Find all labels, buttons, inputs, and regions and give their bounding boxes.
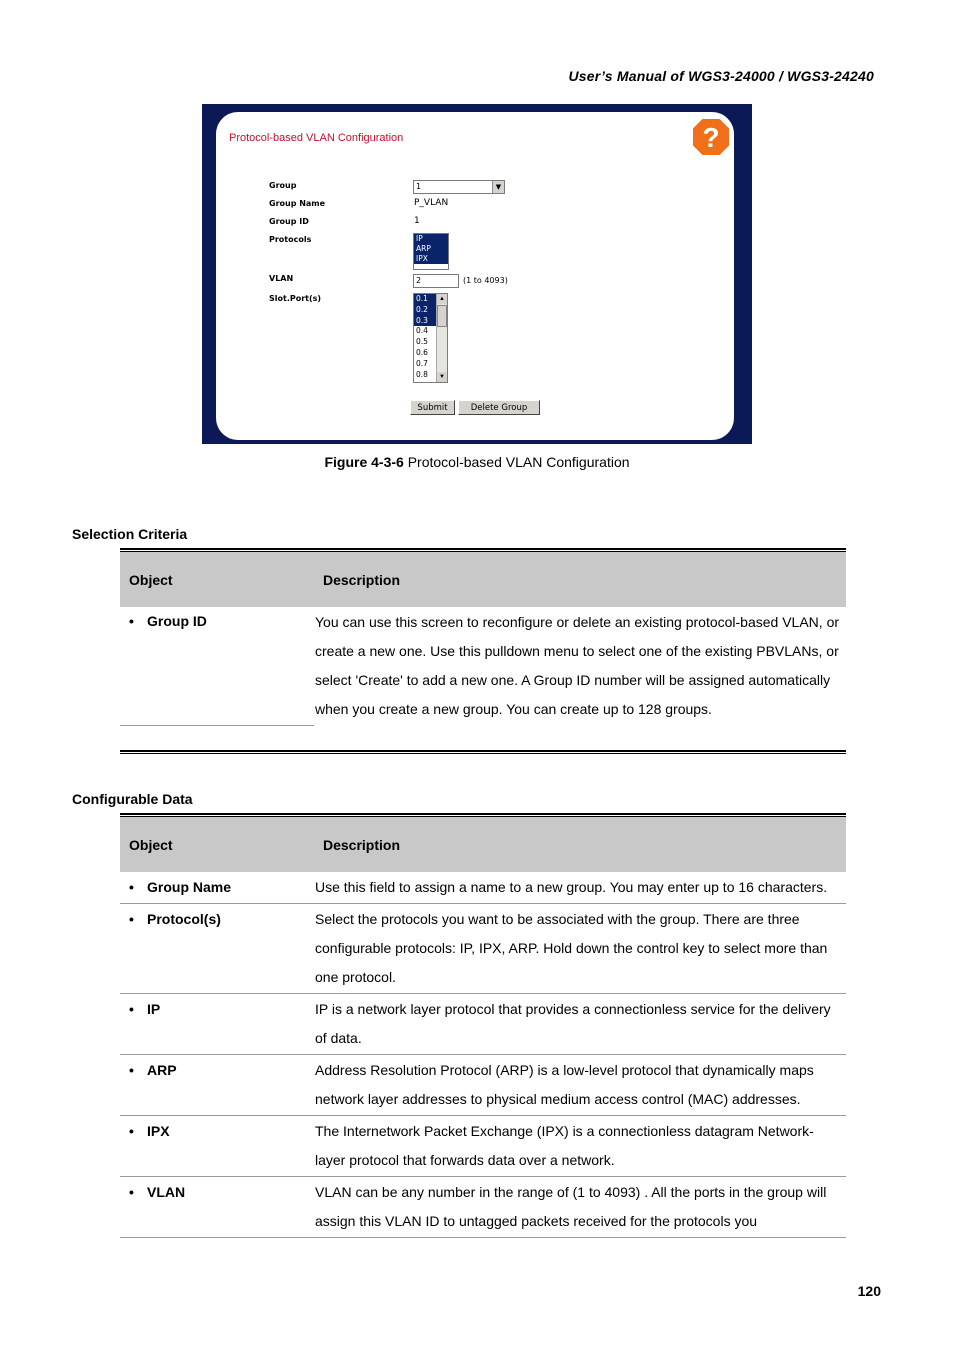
table-row — [120, 1055, 846, 1116]
column-header-description: Description — [314, 817, 846, 872]
vlan-range-hint: (1 to 4093) — [463, 276, 508, 285]
bullet-icon: • — [129, 1184, 134, 1200]
object-name: Group Name — [147, 879, 232, 895]
figure-screenshot — [202, 104, 752, 444]
bullet-icon: • — [129, 879, 134, 895]
column-header-object: Object — [120, 552, 314, 607]
bullet-icon: • — [129, 1001, 134, 1017]
label-protocols: Protocols — [269, 235, 312, 244]
protocols-listbox[interactable] — [413, 233, 449, 270]
page-number: 120 — [857, 1283, 881, 1299]
label-vlan: VLAN — [269, 274, 294, 283]
port-option[interactable]: 0.1 — [414, 294, 436, 305]
ports-scrollbar[interactable] — [436, 294, 447, 382]
port-option[interactable]: 0.8 — [416, 369, 428, 379]
running-header: User’s Manual of WGS3-24000 / WGS3-24240 — [568, 68, 874, 84]
bullet-icon: • — [129, 1062, 134, 1078]
object-description: Use this field to assign a name to a new group. You may enter up to 16 characters. — [314, 872, 846, 904]
object-description: VLAN can be any number in the range of (1 to 4093) . All the ports in the group will assign this VLAN ID to untagged packets received for the protocols you — [314, 1177, 846, 1238]
object-description: The Internetwork Packet Exchange (IPX) is a connectionless datagram Network-layer protocol that forwards data over a network. — [314, 1116, 846, 1177]
object-description: Select the protocols you want to be associated with the group. There are three configurable protocols: IP, IPX, ARP. Hold down the control key to select more than one protocol. — [314, 904, 846, 994]
column-header-description: Description — [314, 552, 846, 607]
delete-group-button[interactable]: Delete Group — [458, 400, 540, 415]
selection-criteria-table — [120, 552, 846, 726]
table-row — [120, 607, 846, 725]
object-name: Protocol(s) — [147, 911, 221, 927]
vlan-input-value: 2 — [416, 276, 422, 285]
object-description: IP is a network layer protocol that provides a connectionless service for the delivery of data. — [314, 994, 846, 1055]
label-group: Group — [269, 181, 297, 190]
port-option[interactable]: 0.2 — [414, 305, 436, 316]
configurable-data-table — [120, 817, 846, 1238]
bullet-icon: • — [129, 613, 134, 629]
figure-caption-label: Figure 4-3-6 — [324, 454, 404, 470]
table-row — [120, 994, 846, 1055]
scroll-up-icon[interactable]: ▲ — [437, 294, 447, 304]
protocol-option[interactable]: IPX — [414, 254, 448, 264]
group-id-value: 1 — [414, 216, 420, 226]
object-description: You can use this screen to reconfigure or delete an existing protocol-based VLAN, or create a new one. Use this pulldown menu to select one of the existing PBVLANs, or select 'Create' to add a new one. A Group ID number will be assigned automatically when you create a new group. You can create up to 128 groups. — [315, 614, 840, 717]
question-mark-octagon-icon[interactable] — [690, 116, 732, 158]
figure-caption-text: Protocol-based VLAN Configuration — [403, 454, 630, 470]
table-row — [120, 1177, 846, 1238]
object-name: Group ID — [147, 613, 207, 629]
chevron-down-icon[interactable]: ▼ — [492, 181, 504, 193]
label-group-name: Group Name — [269, 199, 326, 208]
section-heading-selection-criteria: Selection Criteria — [72, 526, 188, 542]
column-header-object: Object — [120, 817, 314, 872]
scroll-down-icon[interactable]: ▼ — [437, 372, 447, 382]
object-name: ARP — [147, 1062, 177, 1078]
group-select[interactable] — [413, 180, 505, 194]
port-option[interactable]: 0.4 — [416, 326, 428, 336]
label-slot-ports: Slot.Port(s) — [269, 294, 322, 303]
vlan-input[interactable] — [413, 274, 459, 288]
section-heading-configurable-data: Configurable Data — [72, 791, 193, 807]
submit-button[interactable]: Submit — [410, 400, 455, 415]
bullet-icon: • — [129, 911, 134, 927]
table-row — [120, 872, 846, 904]
protocol-option[interactable]: IP — [414, 234, 448, 244]
port-option[interactable]: 0.6 — [416, 347, 428, 357]
scroll-thumb[interactable] — [437, 305, 447, 327]
group-name-value: P_VLAN — [414, 198, 449, 208]
object-description: Address Resolution Protocol (ARP) is a low-level protocol that dynamically maps network layer addresses to physical medium access control (MAC) addresses. — [314, 1055, 846, 1116]
object-name: VLAN — [147, 1184, 186, 1200]
port-option[interactable]: 0.3 — [414, 316, 436, 327]
panel-title: Protocol-based VLAN Configuration — [229, 132, 404, 144]
config-panel — [216, 112, 734, 440]
bullet-icon: • — [129, 1123, 134, 1139]
protocol-option[interactable]: ARP — [414, 244, 448, 254]
object-name: IPX — [147, 1123, 170, 1139]
table-bottom-rule — [120, 750, 846, 754]
port-option[interactable]: 0.5 — [416, 337, 428, 347]
table-row — [120, 904, 846, 994]
ports-listbox[interactable] — [413, 293, 448, 383]
table-row — [120, 1116, 846, 1177]
group-select-value: 1 — [416, 182, 422, 191]
object-name: IP — [147, 1001, 161, 1017]
svg-text:?: ? — [702, 122, 720, 153]
port-option[interactable]: 0.7 — [416, 358, 428, 368]
label-group-id: Group ID — [269, 217, 309, 226]
figure-caption — [0, 454, 954, 470]
